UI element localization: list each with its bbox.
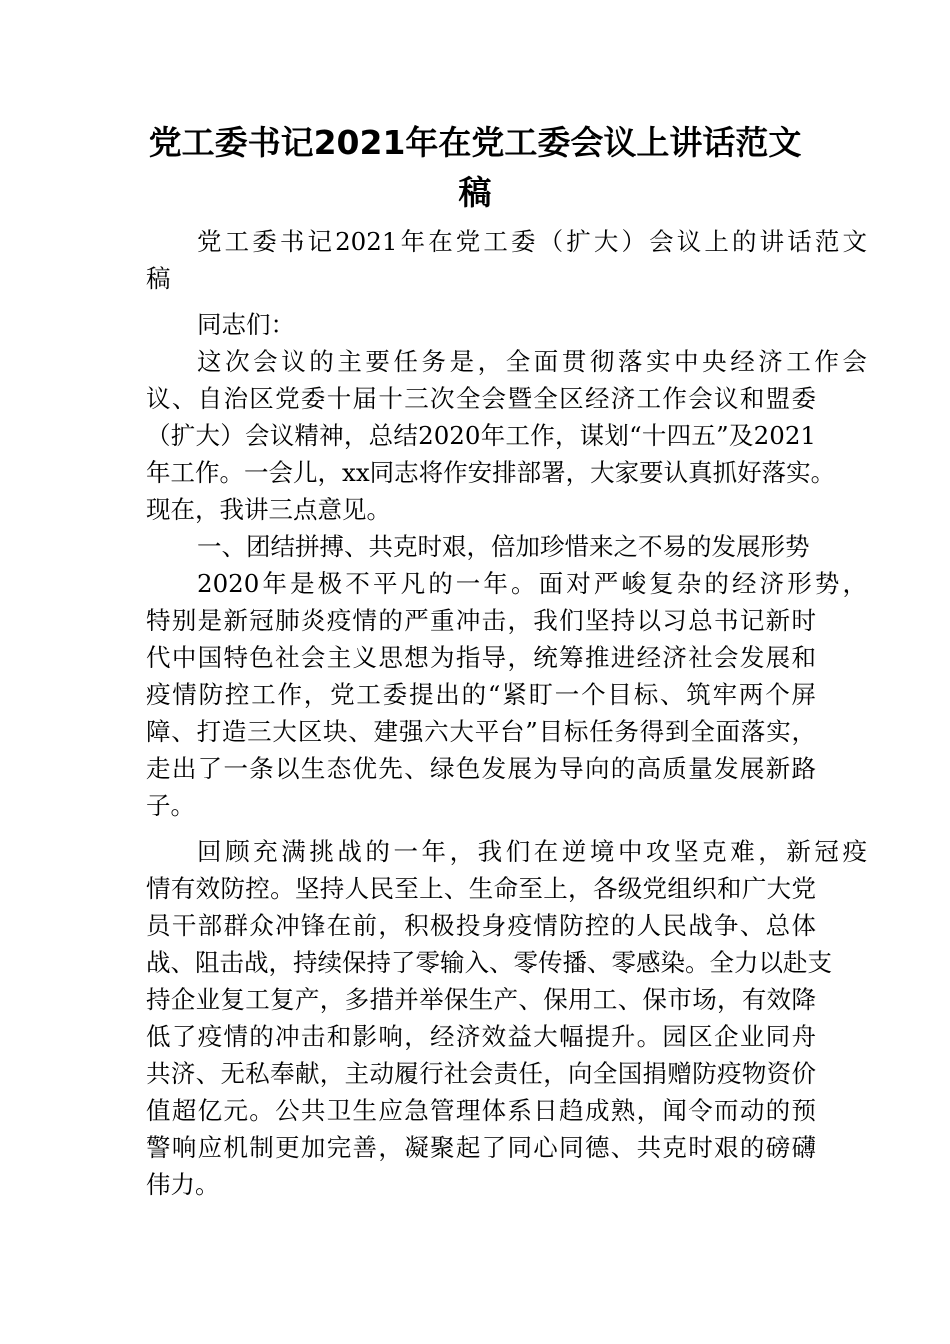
paragraph-line: 子。 (146, 791, 195, 820)
salutation: 同志们： (197, 310, 295, 339)
salutation-paragraph (146, 306, 816, 343)
paragraph-line: 警响应机制更加完善，凝聚起了同心同德、共克时艰的磅礴 (146, 1133, 816, 1162)
paragraph-line: 议、自治区党委十届十三次全会暨全区经济工作会议和盟委 (146, 384, 816, 413)
paragraph-line: 员干部群众冲锋在前，积极投身疫情防控的人民战争、总体 (146, 911, 816, 940)
title-line: 党工委书记2021年在党工委会议上讲话范文 (148, 123, 802, 162)
paragraph-line: 现在，我讲三点意见。 (146, 495, 391, 524)
paragraph-line: 2020年是极不平凡的一年。面对严峻复杂的经济形势， (197, 569, 867, 598)
paragraph-line: 代中国特色社会主义思想为指导，统筹推进经济社会发展和 (146, 643, 816, 672)
paragraph-line: 特别是新冠肺炎疫情的严重冲击，我们坚持以习总书记新时 (146, 606, 816, 635)
title-line: 稿 (458, 173, 492, 212)
paragraph-line: 年工作。一会儿，xx同志将作安排部署，大家要认真抓好落实。 (146, 458, 836, 487)
section-paragraph-1 (146, 565, 867, 824)
paragraph-line: 伟力。 (146, 1170, 220, 1199)
section-heading: 一、团结拼搏、共克时艰，倍加珍惜来之不易的发展形势 (197, 532, 810, 561)
paragraph-line: 党工委书记2021年在党工委（扩大）会议上的讲话范文 (197, 227, 867, 256)
paragraph-line: 这次会议的主要任务是，全面贯彻落实中央经济工作会 (197, 347, 867, 376)
paragraph-line: 值超亿元。公共卫生应急管理体系日趋成熟，闻令而动的预 (146, 1096, 816, 1125)
paragraph-line: 走出了一条以生态优先、绿色发展为导向的高质量发展新路 (146, 754, 816, 783)
paragraph-line: 持企业复工复产，多措并举保生产、保用工、保市场，有效降 (146, 985, 816, 1014)
section-heading-paragraph (146, 528, 816, 565)
paragraph-line: 战、阻击战，持续保持了零输入、零传播、零感染。全力以赴支 (146, 948, 832, 977)
paragraph-line: 低了疫情的冲击和影响，经济效益大幅提升。园区企业同舟 (146, 1022, 816, 1051)
intro-paragraph (146, 343, 867, 528)
paragraph-line: 共济、无私奉献，主动履行社会责任，向全国捐赠防疫物资价 (146, 1059, 816, 1088)
paragraph-line: 情有效防控。坚持人民至上、生命至上，各级党组织和广大党 (146, 874, 816, 903)
paragraph-line: 疫情防控工作，党工委提出的“紧盯一个目标、筑牢两个屏 (146, 680, 816, 709)
section-paragraph-2 (146, 833, 867, 1203)
document-body (146, 223, 867, 1203)
paragraph-line: （扩大）会议精神，总结2020年工作，谋划“十四五”及2021 (146, 421, 816, 450)
subtitle-paragraph (146, 223, 867, 297)
paragraph-line: 回顾充满挑战的一年，我们在逆境中攻坚克难，新冠疫 (197, 837, 867, 866)
paragraph-line: 稿 (146, 264, 171, 293)
paragraph-line: 障、打造三大区块、建强六大平台”目标任务得到全面落实， (146, 717, 816, 746)
document-title (140, 118, 810, 218)
